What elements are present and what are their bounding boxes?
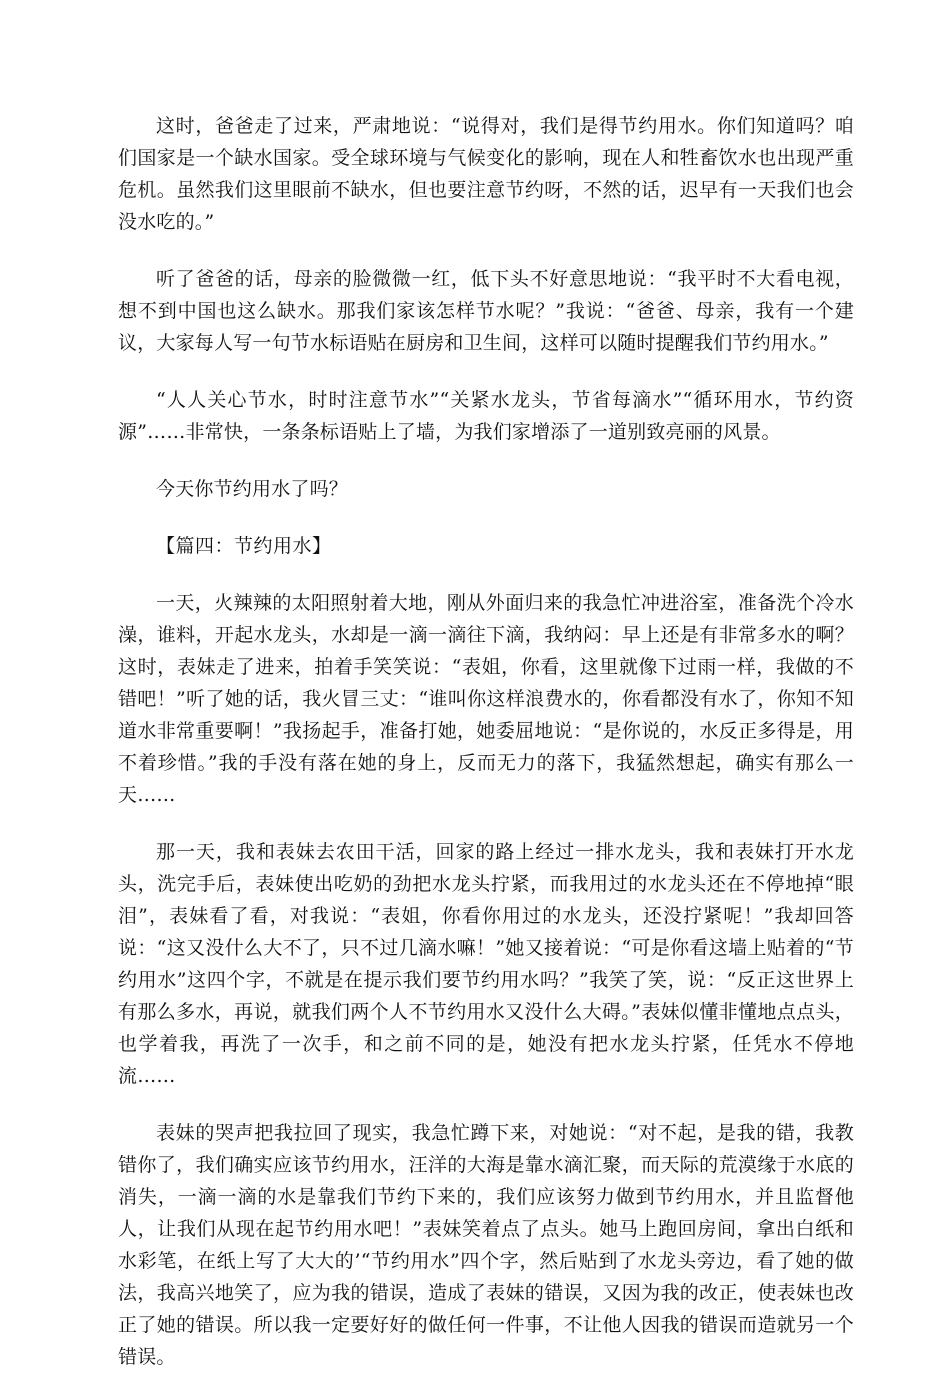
paragraph: 这时，爸爸走了过来，严肃地说：“说得对，我们是得节约用水。你们知道吗？咱们国家是一个缺水国家。受全球环境与气候变化的影响，现在人和牲畜饮水也出现严重危机。虽然我们这里眼前不缺水，但也要注意节约呀，不然的话，迟早有一天我们也会没水吃的。” xyxy=(118,115,854,233)
paragraph: 听了爸爸的话，母亲的脸微微一红，低下头不好意思地说：“我平时不大看电视，想不到中国也这么缺水。那我们家该怎样节水呢？”我说：“爸爸、母亲，我有一个建议，大家每人写一句节水标语贴在厨房和卫生间，这样可以随时提醒我们节约用水。” xyxy=(118,268,854,354)
paragraph: 那一天，我和表妹去农田干活，回家的路上经过一排水龙头，我和表妹打开水龙头，洗完手后，表妹使出吃奶的劲把水龙头拧紧，而我用过的水龙头还在不停地掉“眼泪”，表妹看了看，对我说：“表姐，你看你用过的水龙头，还没拧紧呢！”我却回答说：“这又没什么大不了，只不过几滴水嘛！”她又接着说：“可是你看这墙上贴着的“节约用水”这四个字，不就是在提示我们要节约用水吗？”我笑了笑，说：“反正这世界上有那么多水，再说，就我们两个人不节约用水又没什么大碍。”表妹似懂非懂地点点头，也学着我，再洗了一次手，和之前不同的是，她没有把水龙头拧紧，任凭水不停地流…… xyxy=(118,841,854,1087)
paragraph: 今天你节约用水了吗？ xyxy=(156,478,349,500)
paragraph: 一天，火辣辣的太阳照射着大地，刚从外面归来的我急忙冲进浴室，准备洗个冷水澡，谁料，开起水龙头，水却是一滴一滴往下滴，我纳闷：早上还是有非常多水的啊？这时，表妹走了进来，拍着手笑笑说：“表姐，你看，这里就像下过雨一样，我做的不错吧！”听了她的话，我火冒三丈：“谁叫你这样浪费水的，你看都没有水了，你知不知道水非常重要啊！”我扬起手，准备打她，她委屈地说：“是你说的，水反正多得是，用不着珍惜。”我的手没有落在她的身上，反而无力的落下，我猛然想起，确实有那么一天…… xyxy=(118,592,854,806)
paragraph: 表妹的哭声把我拉回了现实，我急忙蹲下来，对她说：“对不起，是我的错，我教错你了，我们确实应该节约用水，汪洋的大海是靠水滴汇聚，而天际的荒漠缘于水底的消失，一滴一滴的水是靠我们节约下来的，我们应该努力做到节约用水，并且监督他人，让我们从现在起节约用水吧！”表妹笑着点了点头。她马上跑回房间，拿出白纸和水彩笔，在纸上写了大大的’“节约用水”四个字，然后贴到了水龙头旁边，看了她的做法，我高兴地笑了，应为我的错误，造成了表妹的错误，又因为我的改正，使表妹也改正了她的错误。所以我一定要好好的做任何一件事，不让他人因我的错误而造就另一个错误。 xyxy=(118,1122,854,1368)
document-body xyxy=(118,110,854,1398)
section-heading: 【篇四：节约用水】 xyxy=(156,535,332,557)
paragraph: “人人关心节水，时时注意节水”“关紧水龙头，节省每滴水”“循环用水，节约资源”……非常快，一条条标语贴上了墙，为我们家增添了一道别致亮丽的风景。 xyxy=(118,389,854,443)
